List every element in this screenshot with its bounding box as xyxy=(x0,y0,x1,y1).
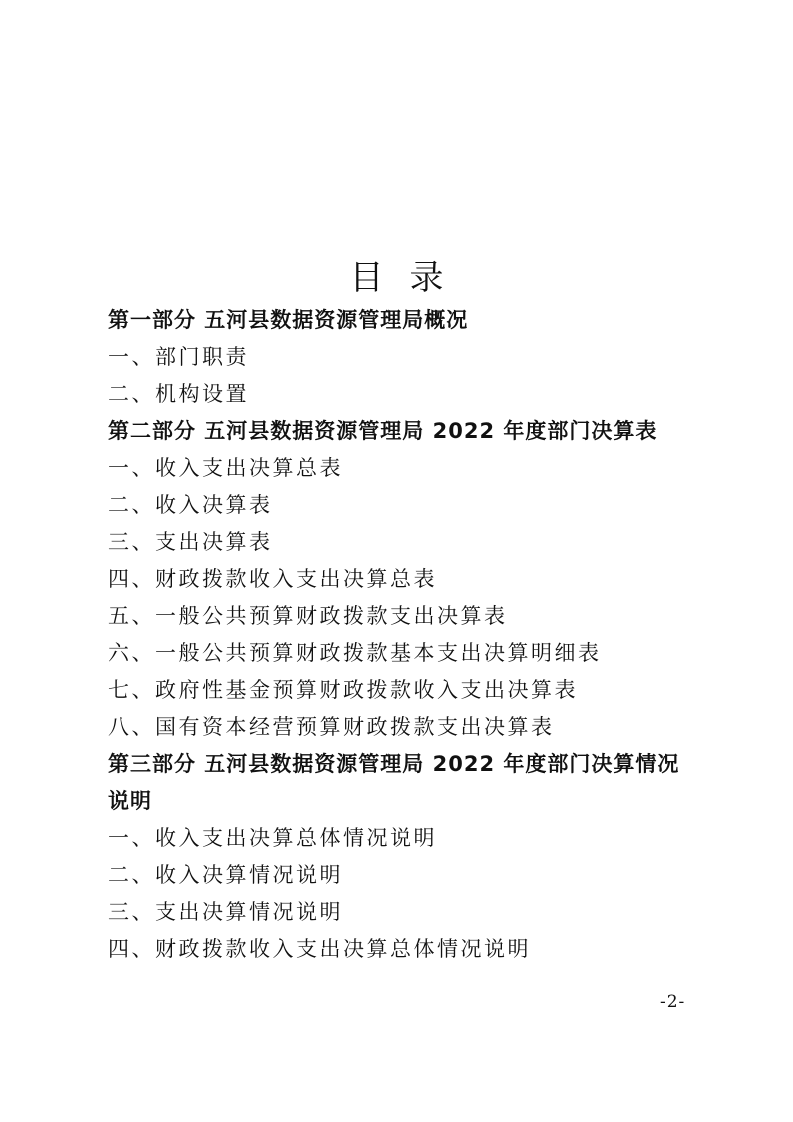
toc-item[interactable]: 一、收入支出决算总体情况说明 xyxy=(108,826,437,850)
toc-item[interactable]: 三、支出决算表 xyxy=(108,530,273,554)
toc-part-1-heading[interactable]: 第一部分 五河县数据资源管理局概况 xyxy=(108,308,469,332)
page-title: 目录 xyxy=(349,258,470,298)
page-number: -2- xyxy=(660,992,686,1012)
toc-item[interactable]: 二、收入决算情况说明 xyxy=(108,863,343,887)
toc-item[interactable]: 八、国有资本经营预算财政拨款支出决算表 xyxy=(108,715,555,739)
toc-part-2-heading[interactable]: 第二部分 五河县数据资源管理局 2022 年度部门决算表 xyxy=(108,419,658,443)
toc-item[interactable]: 二、收入决算表 xyxy=(108,493,273,517)
toc-item[interactable]: 一、部门职责 xyxy=(108,345,249,369)
toc-item[interactable]: 三、支出决算情况说明 xyxy=(108,900,343,924)
table-of-contents xyxy=(108,302,698,968)
toc-item[interactable]: 一、收入支出决算总表 xyxy=(108,456,343,480)
toc-item[interactable]: 六、一般公共预算财政拨款基本支出决算明细表 xyxy=(108,641,602,665)
toc-item[interactable]: 五、一般公共预算财政拨款支出决算表 xyxy=(108,604,508,628)
toc-item[interactable]: 四、财政拨款收入支出决算总表 xyxy=(108,567,437,591)
toc-item[interactable]: 二、机构设置 xyxy=(108,382,249,406)
toc-item[interactable]: 四、财政拨款收入支出决算总体情况说明 xyxy=(108,937,531,961)
toc-item[interactable]: 七、政府性基金预算财政拨款收入支出决算表 xyxy=(108,678,578,702)
toc-part-3-heading[interactable]: 第三部分 五河县数据资源管理局 2022 年度部门决算情况说明 xyxy=(108,752,680,813)
